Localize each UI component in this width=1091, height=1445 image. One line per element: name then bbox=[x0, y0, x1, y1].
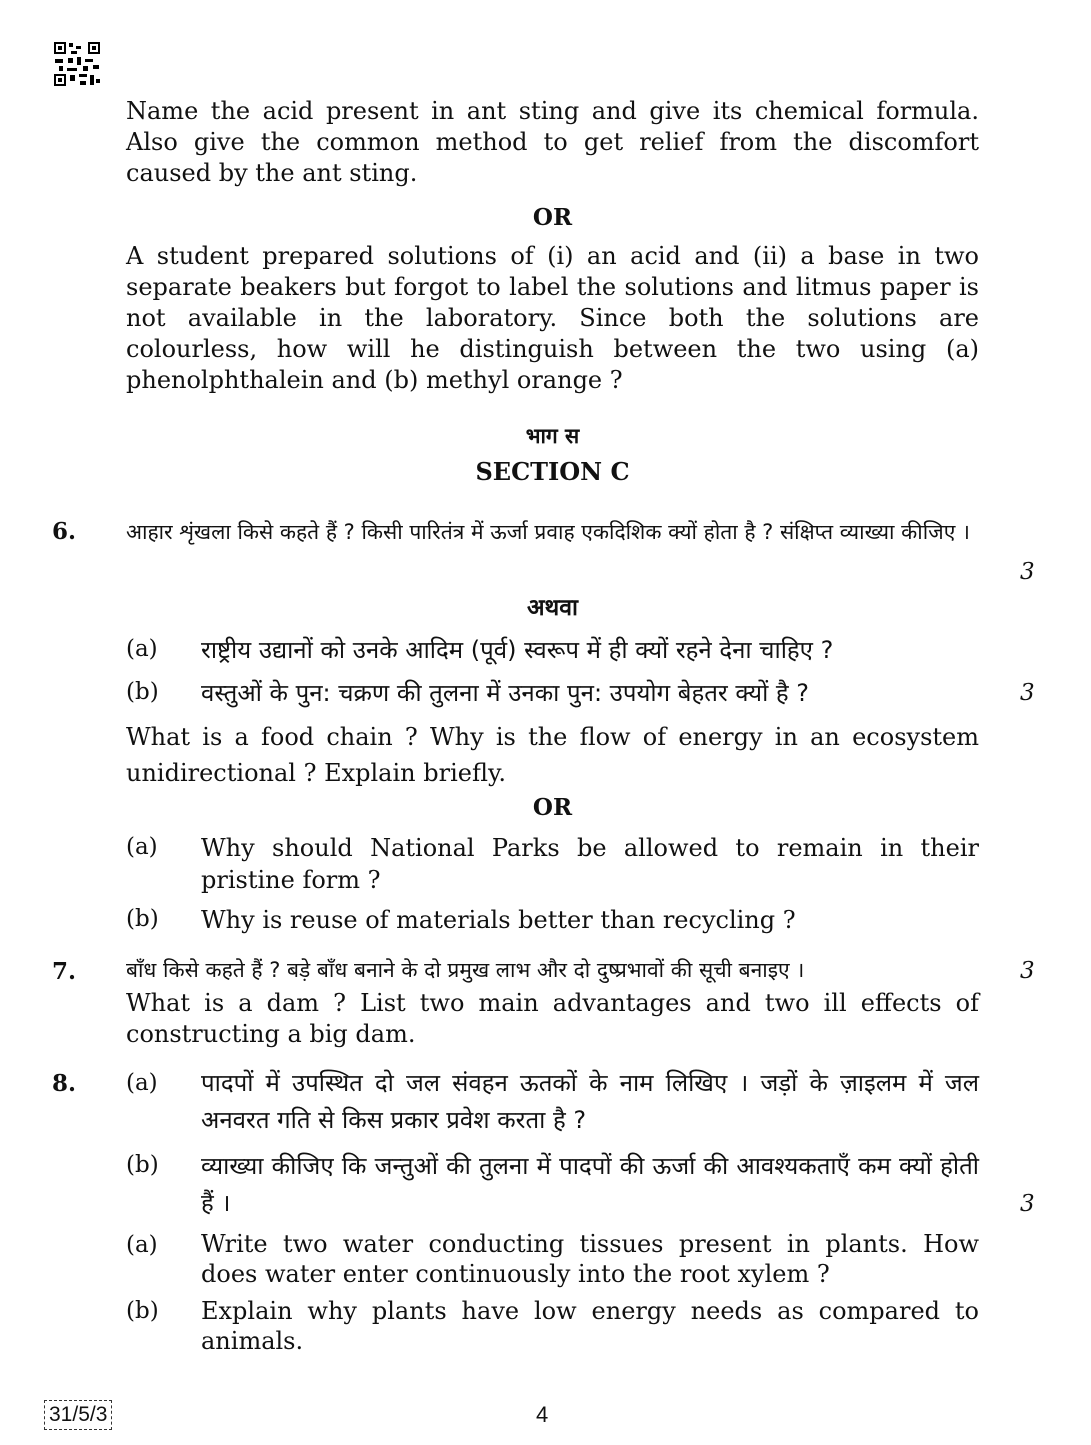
q7-marks: 3 bbox=[1020, 958, 1035, 984]
q6-a-en: Why should National Parks be allowed to remain in their pristine form ? bbox=[201, 834, 979, 894]
q6-alt-marks: 3 bbox=[1020, 680, 1035, 706]
paper-code: 31/5/3 bbox=[44, 1400, 112, 1430]
q6-question-hi: आहार शृंखला किसे कहते हैं ? किसी पारितंत्र में ऊर्जा प्रवाह एकदिशिक क्यों होता है ? संक्षिप्त व्याख्या कीजिए । bbox=[126, 520, 971, 544]
q7-question-en: What is a dam ? List two main advantages and two ill effects of constructing a big dam. bbox=[126, 989, 979, 1048]
q8-b-en: Explain why plants have low energy needs as compared to animals. bbox=[201, 1297, 979, 1355]
q5-alternative-en: A student prepared solutions of (i) an acid and (ii) a base in two separate beakers but forgot to label the solutions and litmus paper is not available in the laboratory. Since both the solutions are colourless, how will he distinguish between the two using (a) phenolphthalein and (b) methyl orange ? bbox=[126, 242, 979, 394]
q8-b-hi: व्याख्या कीजिए कि जन्तुओं की तुलना में पादपों की ऊर्जा की आवश्यकताएँ कम क्यों होती हैं । bbox=[201, 1152, 979, 1217]
q7-question-hi: बाँध किसे कहते हैं ? बड़े बाँध बनाने के दो प्रमुख लाभ और दो दुष्प्रभावों की सूची बनाइए । bbox=[126, 958, 805, 982]
q6-or-hi: अथवा bbox=[526, 595, 578, 621]
q6-b-en: Why is reuse of materials better than recycling ? bbox=[201, 906, 796, 934]
q7-number: 7. bbox=[52, 958, 77, 985]
q6-question-en: What is a food chain ? Why is the flow of energy in an ecosystem unidirectional ? Explain briefly. bbox=[126, 723, 979, 787]
q6-number: 6. bbox=[52, 518, 77, 545]
q6-or-en: OR bbox=[532, 794, 573, 821]
qr-code-icon bbox=[53, 41, 101, 87]
q6-b-label-hi: (b) bbox=[126, 679, 159, 705]
page-number: 4 bbox=[536, 1402, 549, 1427]
q5-or: OR bbox=[532, 204, 573, 231]
section-heading-hi: भाग स bbox=[525, 424, 580, 448]
q5-question-en: Name the acid present in ant sting and give its chemical formula. Also give the common method to get relief from the discomfort caused by the ant sting. bbox=[126, 97, 979, 187]
q6-marks: 3 bbox=[1020, 559, 1035, 585]
q8-a-en: Write two water conducting tissues present in plants. How does water enter continuously into the root xylem ? bbox=[201, 1230, 979, 1288]
q6-b-hi: वस्तुओं के पुन: चक्रण की तुलना में उनका पुन: उपयोग बेहतर क्यों है ? bbox=[201, 679, 810, 707]
q6-a-hi: राष्ट्रीय उद्यानों को उनके आदिम (पूर्व) स्वरूप में ही क्यों रहने देना चाहिए ? bbox=[201, 636, 834, 664]
q8-number: 8. bbox=[52, 1070, 77, 1097]
q6-a-label-hi: (a) bbox=[126, 636, 158, 662]
q8-b-label-en: (b) bbox=[126, 1298, 159, 1324]
section-heading-en: SECTION C bbox=[475, 457, 630, 486]
q8-a-label-en: (a) bbox=[126, 1232, 158, 1258]
q8-marks: 3 bbox=[1020, 1191, 1035, 1217]
q8-b-label-hi: (b) bbox=[126, 1152, 159, 1178]
q8-a-hi: पादपों में उपस्थित दो जल संवहन ऊतकों के नाम लिखिए । जड़ों के ज़ाइलम में जल अनवरत गति से किस प्रकार प्रवेश करता है ? bbox=[201, 1069, 979, 1134]
q6-a-label-en: (a) bbox=[126, 834, 158, 860]
q8-a-label-hi: (a) bbox=[126, 1070, 158, 1096]
q6-b-label-en: (b) bbox=[126, 906, 159, 932]
